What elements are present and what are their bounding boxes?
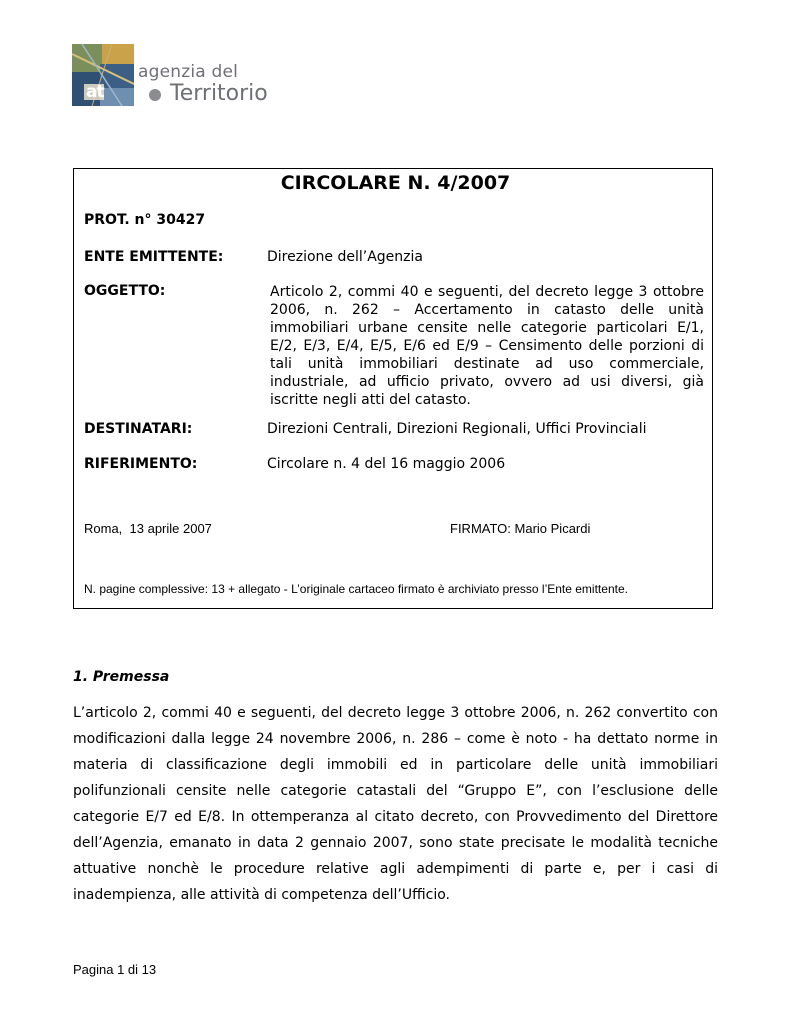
section-title: 1. Premessa bbox=[73, 669, 170, 685]
document-title: CIRCOLARE N. 4/2007 bbox=[280, 172, 511, 194]
riferimento-label: RIFERIMENTO: bbox=[84, 456, 198, 472]
logo-text-line1: agenzia del bbox=[138, 62, 239, 82]
destinatari-label: DESTINATARI: bbox=[84, 421, 193, 437]
riferimento-value: Circolare n. 4 del 16 maggio 2006 bbox=[267, 456, 506, 472]
ente-label: ENTE EMITTENTE: bbox=[84, 249, 224, 265]
oggetto-label: OGGETTO: bbox=[84, 283, 166, 299]
logo-text-line2: Territorio bbox=[170, 81, 268, 106]
agency-logo-image bbox=[72, 44, 134, 106]
signature: FIRMATO: Mario Picardi bbox=[450, 521, 591, 536]
ente-value: Direzione dell’Agenzia bbox=[267, 249, 423, 265]
protocol-number: PROT. n° 30427 bbox=[84, 212, 206, 228]
republic-seal-icon bbox=[149, 89, 161, 101]
place-date: Roma, 13 aprile 2007 bbox=[84, 521, 212, 536]
section-paragraph: L’articolo 2, commi 40 e seguenti, del decreto legge 3 ottobre 2006, n. 262 convertito con modificazioni dalla legge 24 novembre 2006, n. 286 – come è noto - ha dettato norme in materia di classificazione degli immobili ed in particolare delle unità immobiliari polifunzionali censite nelle categorie catastali del “Gruppo E”, con l’esclusione delle categorie E/7 ed E/8. In ottemperanza al citato decreto, con Provvedimento del Direttore dell’Agenzia, emanato in data 2 gennaio 2007, sono state precisate le modalità tecniche attuative nonchè le procedure relative agli adempimenti di parte e, per i casi di inadempienza, alle attività di competenza dell’Ufficio. bbox=[73, 705, 718, 903]
page-number: Pagina 1 di 13 bbox=[73, 962, 157, 977]
destinatari-value: Direzioni Centrali, Direzioni Regionali, Uffici Provinciali bbox=[267, 421, 647, 437]
oggetto-value: Articolo 2, commi 40 e seguenti, del decreto legge 3 ottobre 2006, n. 262 – Accertamento in catasto delle unità immobiliari urbane censite nelle categorie particolari E/1, E/2, E/3, E/4, E/5, E/6 ed E/9 – Censimento delle porzioni di tali unità immobiliari destinate ad uso commerciale, industriale, ad ufficio privato, ovvero ad usi diversi, già iscritte negli atti del catasto. bbox=[270, 284, 704, 408]
pages-note: N. pagine complessive: 13 + allegato - L’originale cartaceo firmato è archiviato presso l’Ente emittente. bbox=[84, 582, 628, 596]
logo-badge: at bbox=[86, 82, 104, 102]
